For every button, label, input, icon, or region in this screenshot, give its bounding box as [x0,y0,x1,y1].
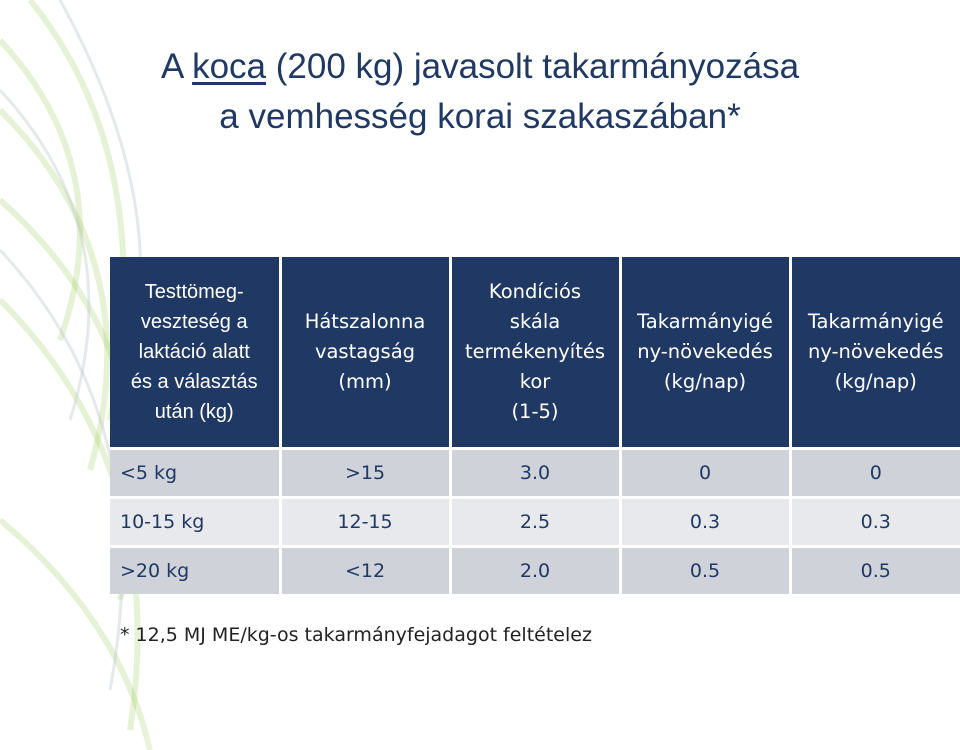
header-feed-increase-2: Takarmányigé ny-növekedés (kg/nap) [790,257,960,449]
table-cell: 0 [790,449,960,498]
table-cell: 12-15 [280,498,450,547]
table-row [110,498,960,547]
table-cell: 2.5 [450,498,620,547]
title-underlined-word: koca [192,47,267,86]
table-cell: 0 [620,449,790,498]
page-title [0,42,960,142]
table-cell: 2.0 [450,547,620,595]
table-cell: 0.5 [620,547,790,595]
table-cell: <12 [280,547,450,595]
header-condition-score: Kondíciós skála termékenyítés kor (1-5) [450,257,620,449]
table-cell: <5 kg [110,449,280,498]
table-cell: 0.5 [790,547,960,595]
table-cell: >15 [280,449,450,498]
title-line-1 [0,42,960,92]
table-header-row [110,257,960,449]
table-cell: 0.3 [790,498,960,547]
table-row [110,449,960,498]
table-cell: >20 kg [110,547,280,595]
table-cell: 0.3 [620,498,790,547]
title-prefix: A [160,47,193,86]
title-suffix: (200 kg) javasolt takarmányozása [266,47,800,86]
table-cell: 3.0 [450,449,620,498]
title-line-2: a vemhesség korai szakaszában* [219,97,741,136]
header-feed-increase-1: Takarmányigé ny-növekedés (kg/nap) [620,257,790,449]
header-weight-loss: Testtömeg- veszteség a laktáció alatt és a választás után (kg) [110,257,280,449]
table-row [110,547,960,595]
header-backfat: Hátszalonna vastagság (mm) [280,257,450,449]
table-cell: 10-15 kg [110,498,280,547]
footnote: * 12,5 MJ ME/kg-os takarmányfejadagot feltételez [120,624,592,646]
feeding-table [110,257,960,594]
